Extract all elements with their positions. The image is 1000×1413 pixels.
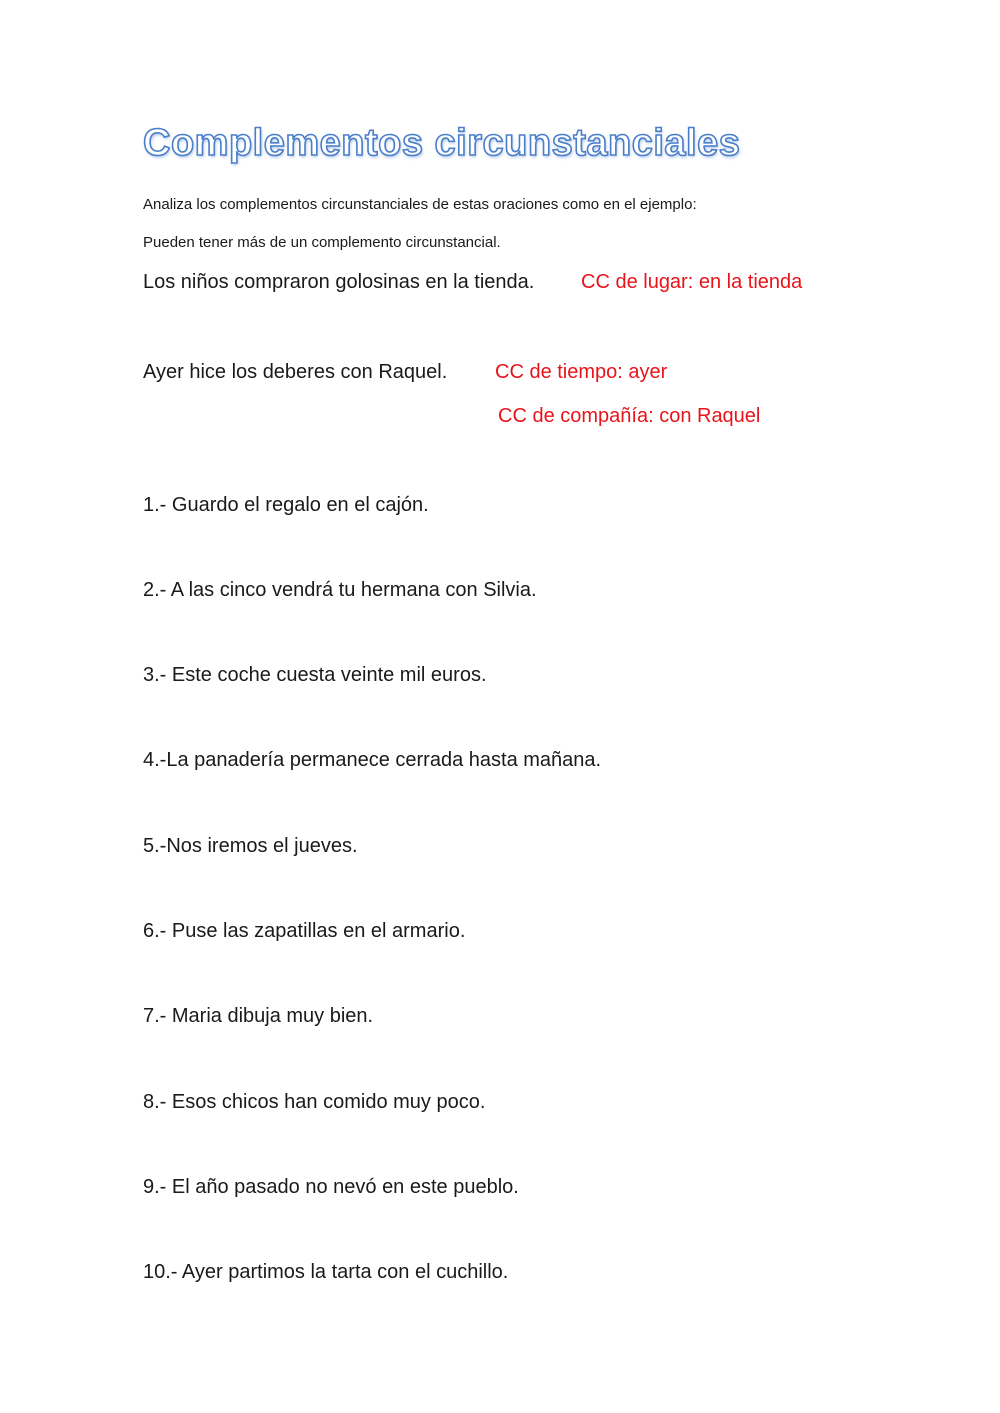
exercise-item-1: 1.- Guardo el regalo en el cajón. bbox=[143, 494, 429, 516]
exercise-item-3: 3.- Este coche cuesta veinte mil euros. bbox=[143, 664, 487, 686]
exercise-item-5: 5.-Nos iremos el jueves. bbox=[143, 835, 358, 857]
exercise-item-10: 10.- Ayer partimos la tarta con el cuchillo. bbox=[143, 1261, 509, 1283]
example-answer-2a: CC de tiempo: ayer bbox=[495, 361, 668, 383]
example-answer-1: CC de lugar: en la tienda bbox=[581, 271, 803, 293]
exercise-item-9: 9.- El año pasado no nevó en este pueblo. bbox=[143, 1176, 519, 1198]
page-title: Complementos circunstanciales bbox=[143, 122, 741, 164]
example-sentence-1: Los niños compraron golosinas en la tienda. bbox=[143, 271, 535, 293]
exercise-item-6: 6.- Puse las zapatillas en el armario. bbox=[143, 920, 466, 942]
exercise-item-8: 8.- Esos chicos han comido muy poco. bbox=[143, 1091, 486, 1113]
example-sentence-2: Ayer hice los deberes con Raquel. bbox=[143, 361, 448, 383]
exercise-item-2: 2.- A las cinco vendrá tu hermana con Silvia. bbox=[143, 579, 537, 601]
exercise-item-4: 4.-La panadería permanece cerrada hasta mañana. bbox=[143, 749, 602, 771]
example-answer-2b: CC de compañía: con Raquel bbox=[498, 405, 761, 427]
instruction-text: Analiza los complementos circunstanciales de estas oraciones como en el ejemplo: bbox=[143, 196, 697, 213]
exercise-item-7: 7.- Maria dibuja muy bien. bbox=[143, 1005, 374, 1027]
instruction-note: Pueden tener más de un complemento circunstancial. bbox=[143, 234, 501, 251]
